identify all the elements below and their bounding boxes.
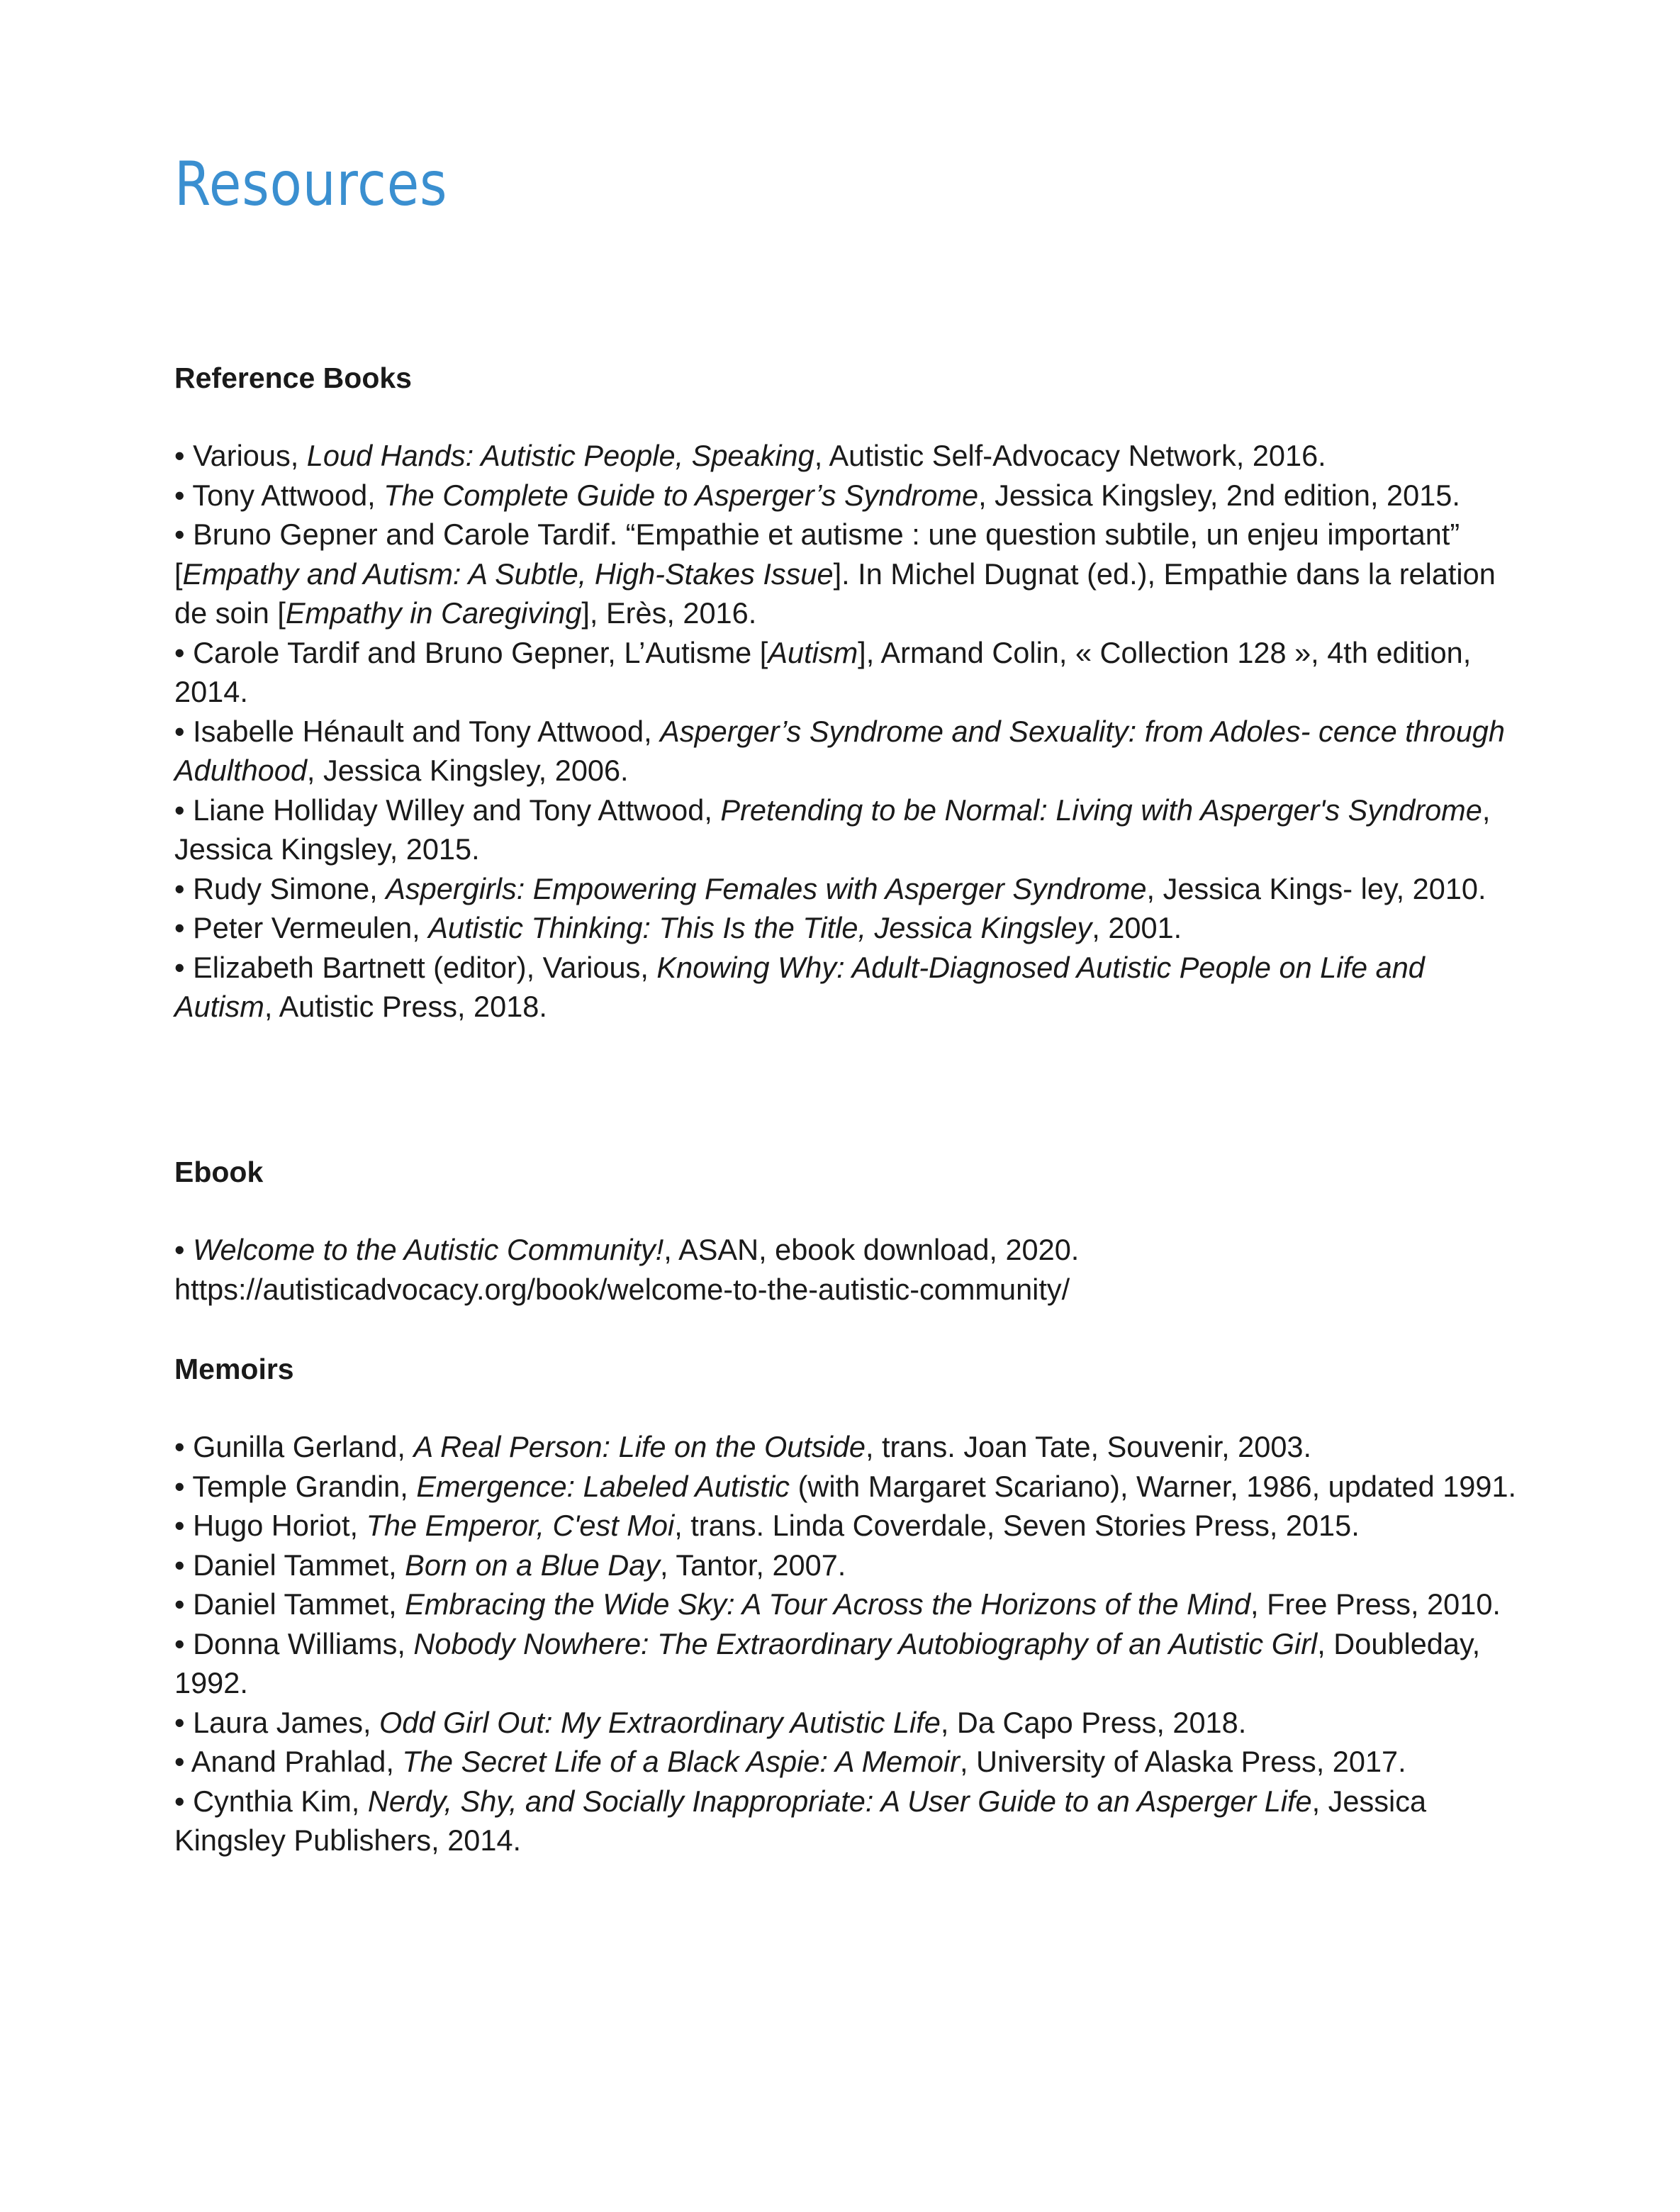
bullet: [174, 872, 193, 905]
ebook-url[interactable]: https://autisticadvocacy.org/book/welcome-to-the-autistic-community/: [174, 1272, 1070, 1306]
book-title: The Secret Life of a Black Aspie: A Memoir: [402, 1745, 960, 1778]
list-item: • Peter Vermeulen, Autistic Thinking: This Is the Title, Jessica Kingsley, 2001.: [174, 908, 1521, 948]
bullet: [174, 715, 193, 748]
reference-books-list: [174, 436, 1521, 1027]
book-title: Nerdy, Shy, and Socially Inappropriate: A User Guide to an Asperger Life: [367, 1784, 1312, 1818]
list-item: • Temple Grandin, Emergence: Labeled Autistic (with Margaret Scariano), Warner, 1986, updated 1991.: [174, 1467, 1521, 1507]
book-title: Born on a Blue Day: [405, 1548, 661, 1582]
book-title: Knowing Why: Adult-Diagnosed Autistic People on Life and Autism: [174, 950, 1425, 1023]
bullet: [174, 636, 193, 669]
list-item: • Welcome to the Autistic Community!, ASAN, ebook download, 2020. https://autisticadvocacy.org/book/welcome-to-the-autistic-community/: [174, 1230, 1521, 1309]
book-title: The Complete Guide to Asperger’s Syndrome: [383, 478, 979, 512]
book-title: Welcome to the Autistic Community!: [193, 1233, 664, 1266]
book-title: Autistic Thinking: This Is the Title, Jessica Kingsley: [428, 911, 1092, 944]
bullet: [174, 1784, 193, 1818]
bullet: [174, 793, 193, 827]
list-item: • Anand Prahlad, The Secret Life of a Black Aspie: A Memoir, University of Alaska Press, 2017.: [174, 1742, 1521, 1782]
book-title: Pretending to be Normal: Living with Asperger's Syndrome: [720, 793, 1482, 827]
book-title: Autism: [768, 635, 858, 669]
list-item: • Various, Loud Hands: Autistic People, Speaking, Autistic Self-Advocacy Network, 2016.: [174, 436, 1521, 476]
page-title: Resources: [174, 149, 448, 220]
bullet: [174, 1430, 193, 1463]
list-item: • Laura James, Odd Girl Out: My Extraordinary Autistic Life, Da Capo Press, 2018.: [174, 1703, 1521, 1743]
list-item: • Hugo Horiot, The Emperor, C'est Moi, trans. Linda Coverdale, Seven Stories Press, 2015.: [174, 1506, 1521, 1546]
ebook-list: [174, 1230, 1521, 1309]
section-heading-memoirs: Memoirs: [174, 1353, 294, 1385]
book-title: Embracing the Wide Sky: A Tour Across the Horizons of the Mind: [405, 1587, 1251, 1621]
bullet: [174, 479, 192, 512]
book-title: Empathy and Autism: A Subtle, High-Stakes Issue: [182, 557, 834, 591]
book-title: Emergence: Labeled Autistic: [416, 1469, 790, 1503]
book-title: Asperger’s Syndrome and Sexuality: from Adoles- cence through Adulthood: [174, 714, 1505, 787]
bullet: [174, 1233, 193, 1266]
bullet: [174, 1627, 193, 1660]
memoirs-list: [174, 1427, 1521, 1860]
list-item: • Daniel Tammet, Born on a Blue Day, Tantor, 2007.: [174, 1546, 1521, 1585]
book-title: A Real Person: Life on the Outside: [413, 1430, 866, 1463]
list-item: • Cynthia Kim, Nerdy, Shy, and Socially Inappropriate: A User Guide to an Asperger Life, Jessica Kingsley Publishers, 2014.: [174, 1782, 1521, 1860]
list-item: • Gunilla Gerland, A Real Person: Life on the Outside, trans. Joan Tate, Souvenir, 2003.: [174, 1427, 1521, 1467]
bullet: [174, 1706, 193, 1739]
list-item: • Liane Holliday Willey and Tony Attwood, Pretending to be Normal: Living with Asperger's Syndrome, Jessica Kingsley, 2015.: [174, 791, 1521, 869]
bullet: [174, 1509, 193, 1542]
bullet: [174, 951, 193, 984]
list-item: • Donna Williams, Nobody Nowhere: The Extraordinary Autobiography of an Autistic Girl, Doubleday, 1992.: [174, 1624, 1521, 1703]
list-item: • Carole Tardif and Bruno Gepner, L’Autisme [Autism], Armand Colin, « Collection 128 », 4th edition, 2014.: [174, 633, 1521, 712]
book-title: Odd Girl Out: My Extraordinary Autistic Life: [379, 1705, 941, 1739]
bullet: [174, 439, 193, 472]
bullet: [174, 1745, 191, 1778]
list-item: • Daniel Tammet, Embracing the Wide Sky: A Tour Across the Horizons of the Mind, Free Press, 2010.: [174, 1585, 1521, 1624]
section-heading-ebook: Ebook: [174, 1156, 264, 1188]
bullet: [174, 1587, 193, 1621]
list-item: • Bruno Gepner and Carole Tardif. “Empathie et autisme : une question subtile, un enjeu important” [Empathy and Autism: A Subtle, High-Stakes Issue]. In Michel Dugnat (ed.), Empathie dans la relation de soin [Empathy in Caregiving], Erès, 2016.: [174, 515, 1521, 633]
book-title: Empathy in Caregiving: [285, 596, 582, 630]
bullet: [174, 1470, 192, 1503]
section-heading-reference-books: Reference Books: [174, 362, 412, 394]
list-item: • Isabelle Hénault and Tony Attwood, Asperger’s Syndrome and Sexuality: from Adoles- cence through Adulthood, Jessica Kingsley, 2006.: [174, 712, 1521, 791]
list-item: • Elizabeth Bartnett (editor), Various, Knowing Why: Adult-Diagnosed Autistic People on Life and Autism, Autistic Press, 2018.: [174, 948, 1521, 1027]
bullet: [174, 911, 193, 944]
book-title: The Emperor, C'est Moi: [366, 1509, 675, 1542]
list-item: • Tony Attwood, The Complete Guide to Asperger’s Syndrome, Jessica Kingsley, 2nd edition, 2015.: [174, 476, 1521, 515]
list-item: • Rudy Simone, Aspergirls: Empowering Females with Asperger Syndrome, Jessica Kings- ley, 2010.: [174, 869, 1521, 909]
book-title: Loud Hands: Autistic People, Speaking: [306, 439, 814, 472]
book-title: Aspergirls: Empowering Females with Asperger Syndrome: [386, 871, 1147, 905]
book-title: Nobody Nowhere: The Extraordinary Autobiography of an Autistic Girl: [413, 1626, 1318, 1660]
bullet: [174, 1548, 193, 1582]
bullet: [174, 518, 193, 551]
